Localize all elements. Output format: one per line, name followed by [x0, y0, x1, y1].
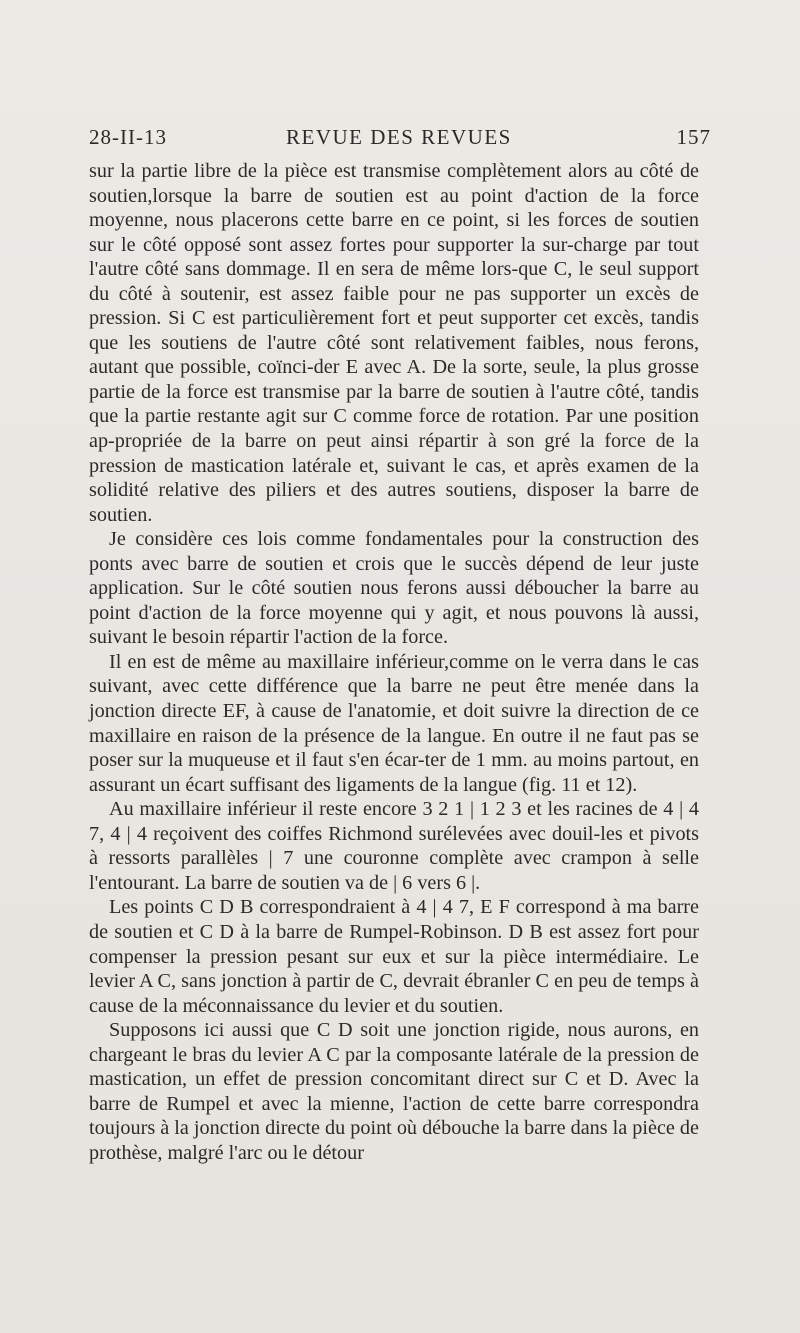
paragraph-3: Il en est de même au maxillaire inférieur,comme on le verra dans le cas suivant, avec cette différence que la barre ne peut être menée dans la jonction directe EF, à cause de l'anatomie, et doit suivre la direction de ce maxillaire en raison de la présence de la langue. En outre il ne faut pas se poser sur la muqueuse et il faut s'en écar-ter de 1 mm. au moins partout, en assurant un écart suffisant des ligaments de la langue (fig. 11 et 12). — [89, 650, 699, 796]
paragraph-1: sur la partie libre de la pièce est transmise complètement alors au côté de soutien,lorsque la barre de soutien est au point d'action de la force moyenne, nous placerons cette barre en ce point, si les forces de soutien sur le côté opposé sont assez fortes pour supporter la sur-charge par tout l'autre côté sans dommage. Il en sera de même lors-que C, le seul support du côté à soutenir, est assez faible pour ne pas supporter un excès de pression. Si C est particulièrement fort et peut supporter cet excès, tandis que les soutiens de l'autre côté sont relativement faibles, nous ferons, autant que possible, coïnci-der E avec A. De la sorte, seule, la plus grosse partie de la force est transmise par la barre de soutien à l'autre côté, tandis que la partie restante agit sur C comme force de rotation. Par une position ap-propriée de la barre on peut ainsi répartir à son gré la force de la pression de mastication latérale et, suivant le cas, et après examen de la solidité relative des piliers et des autres soutiens, disposer la barre de soutien. — [89, 160, 699, 526]
header-title: REVUE DES REVUES — [286, 125, 512, 149]
paragraph-5: Les points C D B correspondraient à 4 | 4 7, E F correspond à ma barre de soutien et C D à la barre de Rumpel-Robinson. D B est assez fort pour compenser la pression pesant sur eux et sur la pièce intermédiaire. Le levier A C, sans jonction à partir de C, devrait ébranler C en peu de temps à cause de la méconnaissance du levier et du soutien. — [89, 896, 699, 1017]
paragraph-4: Au maxillaire inférieur il reste encore 3 2 1 | 1 2 3 et les racines de 4 | 4 7, 4 | 4 reçoivent des coiffes Richmond surélevées avec douil-les et pivots à ressorts parallèles | 7 une couronne complète avec crampon à selle l'entourant. La barre de soutien va de | 6 vers 6 |. — [89, 798, 699, 894]
paragraph-2: Je considère ces lois comme fondamentales pour la construction des ponts avec barre de soutien et crois que le succès dépend de leur juste application. Sur le côté soutien nous ferons aussi déboucher la barre au point d'action de la force moyenne qui y agit, et nous pouvons là aussi, suivant le besoin répartir l'action de la force. — [89, 528, 699, 649]
body-text — [89, 159, 699, 1165]
header-date: 28-II-13 — [89, 125, 167, 149]
page-number: 157 — [676, 125, 711, 149]
running-header — [89, 125, 711, 151]
paragraph-6: Supposons ici aussi que C D soit une jonction rigide, nous aurons, en chargeant le bras du levier A C par la composante latérale de la pression de mastication, un effet de pression concomitant direct sur C et D. Avec la barre de Rumpel et avec la mienne, l'action de cette barre correspondra toujours à la jonction directe du point où débouche la barre dans la pièce de prothèse, malgré l'arc ou le détour — [89, 1019, 699, 1164]
